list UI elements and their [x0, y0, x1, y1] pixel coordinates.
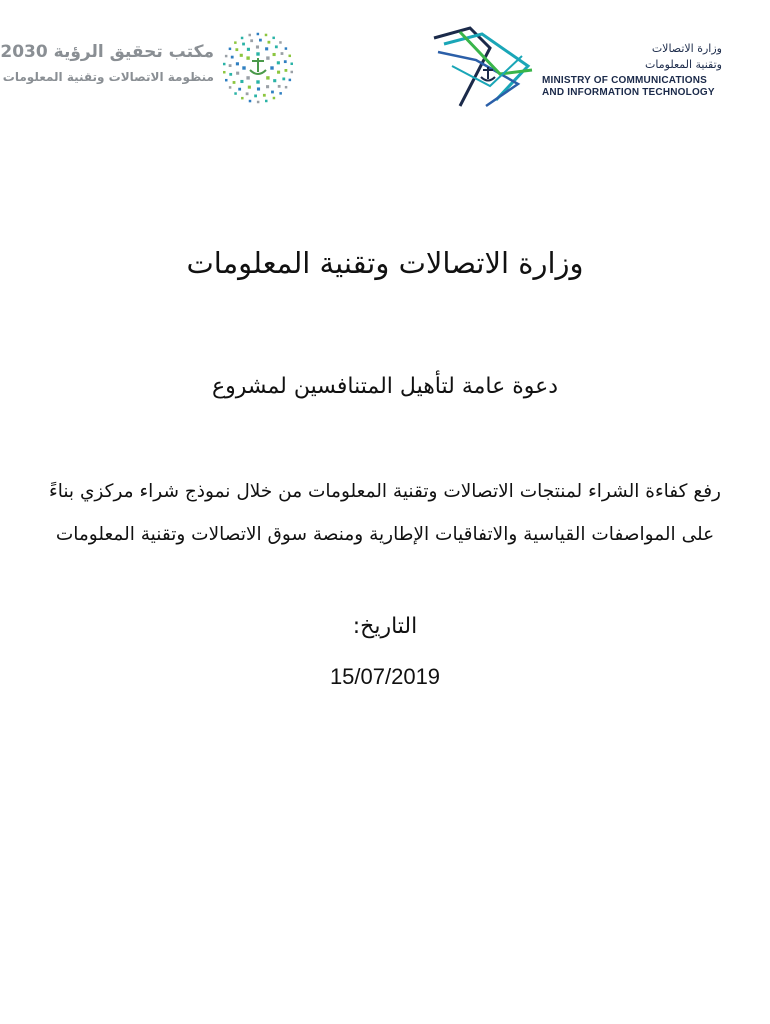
vision-emblem-dot: [285, 47, 288, 50]
ministry-title: وزارة الاتصالات وتقنية المعلومات: [186, 246, 584, 280]
invitation-title: دعوة عامة لتأهيل المتنافسين لمشروع: [211, 374, 559, 399]
vision-emblem-dot: [246, 92, 249, 95]
vision-emblem-dot: [247, 48, 250, 51]
project-title-line2: على المواصفات القياسية والاتفاقيات الإطارية ومنصة سوق الاتصالات وتقنية المعلومات: [55, 524, 715, 545]
vision-emblem-dot: [229, 86, 232, 89]
vision-emblem-dot: [234, 41, 237, 44]
vision-emblem-dot: [290, 63, 293, 65]
vision-emblem-dot: [289, 79, 292, 82]
ministry-logo-english-line2: AND INFORMATION TECHNOLOGY: [542, 87, 715, 98]
vision-emblem-dot: [229, 48, 232, 51]
vision-emblem-dot: [229, 73, 232, 76]
vision-emblem-dot: [282, 78, 285, 81]
project-title-line1: رفع كفاءة الشراء لمنتجات الاتصالات وتقنية المعلومات من خلال نموذج شراء مركزي بناءً: [49, 481, 721, 502]
vision-emblem-dot: [223, 63, 226, 66]
vision-emblem-dot: [229, 64, 232, 67]
vision-emblem-dot: [284, 60, 287, 63]
ministry-logo-english-line1: MINISTRY OF COMMUNICATIONS: [542, 75, 708, 86]
vision-emblem-dot: [246, 76, 249, 79]
vision-emblem-dot: [259, 39, 262, 42]
vision-emblem-dot: [277, 71, 280, 74]
vision-emblem-dot: [241, 37, 244, 40]
vision-emblem-dot: [256, 45, 259, 48]
vision-office-subtitle: منظومة الاتصالات وتقنية المعلومات: [2, 70, 214, 84]
vision-emblem-dot: [257, 33, 260, 36]
vision-emblem-dot: [272, 37, 275, 40]
vision-emblem-dot: [277, 61, 280, 64]
vision-emblem-dot: [254, 95, 257, 98]
vision-emblem-dot: [278, 85, 281, 88]
vision-office-title: مكتب تحقيق الرؤية 2030: [0, 42, 214, 62]
vision-emblem-dot: [265, 100, 268, 103]
vision-emblem-dot: [257, 87, 260, 90]
vision-emblem-dot: [256, 80, 259, 83]
vision-emblem-dot: [242, 66, 245, 69]
vision-emblem-dot: [266, 56, 269, 59]
vision-emblem-dot: [281, 52, 284, 55]
vision-emblem-dot: [265, 34, 268, 37]
vision-emblem-dot: [241, 97, 244, 100]
vision-emblem-dot: [279, 92, 282, 95]
vision-emblem-dot: [273, 53, 276, 56]
vision-emblem-dot: [240, 80, 243, 83]
date-label: التاريخ:: [352, 614, 418, 639]
vision-emblem-dot: [288, 55, 291, 58]
vision-emblem-dot: [291, 71, 294, 74]
vision-emblem-dot: [246, 56, 249, 59]
vision-emblem-dot: [248, 34, 251, 37]
vision-emblem-dot: [223, 71, 226, 74]
vision-emblem-dot: [225, 79, 228, 82]
vision-emblem-dot: [236, 62, 239, 65]
vision-emblem-dot: [271, 91, 274, 94]
ministry-logo-arabic-line2: وتقنية المعلومات: [645, 58, 722, 71]
vision-emblem-dot: [273, 97, 276, 100]
mcit-angular-emblem-icon: [430, 26, 540, 110]
vision-emblem-dot: [249, 100, 252, 103]
vision-emblem-dot: [225, 55, 228, 58]
vision-emblem-dot: [265, 47, 268, 50]
vision-emblem-dot: [270, 66, 273, 69]
vision-emblem-dot: [250, 39, 253, 42]
ministry-logo-arabic-line1: وزارة الاتصالات: [651, 42, 722, 55]
vision-emblem-dot: [273, 79, 276, 82]
vision-emblem-dot: [266, 85, 269, 88]
date-value: 15/07/2019: [329, 664, 441, 689]
vision-emblem-dot: [266, 76, 269, 79]
vision-emblem-dot: [257, 101, 260, 104]
vision-emblem-dot: [236, 72, 239, 75]
vision-2030-office-logo: [0, 30, 300, 110]
ministry-logo: [430, 26, 730, 110]
vision-emblem-dot: [231, 56, 234, 59]
project-title: [30, 470, 740, 556]
vision-2030-star-emblem-icon: [220, 30, 296, 106]
vision-emblem-dot: [279, 41, 282, 44]
vision-emblem-dot: [235, 48, 238, 51]
vision-emblem-dot: [256, 52, 259, 55]
vision-emblem-dot: [242, 43, 245, 46]
vision-emblem-dot: [233, 81, 236, 84]
vision-emblem-dot: [240, 54, 243, 57]
vision-emblem-dot: [234, 92, 237, 95]
vision-emblem-dot: [285, 86, 288, 89]
vision-emblem-dot: [263, 94, 266, 97]
vision-emblem-dot: [238, 88, 241, 91]
vision-emblem-dot: [248, 86, 251, 89]
vision-emblem-dot: [275, 45, 278, 48]
vision-emblem-dot: [268, 41, 271, 44]
vision-emblem-dot: [285, 69, 288, 72]
